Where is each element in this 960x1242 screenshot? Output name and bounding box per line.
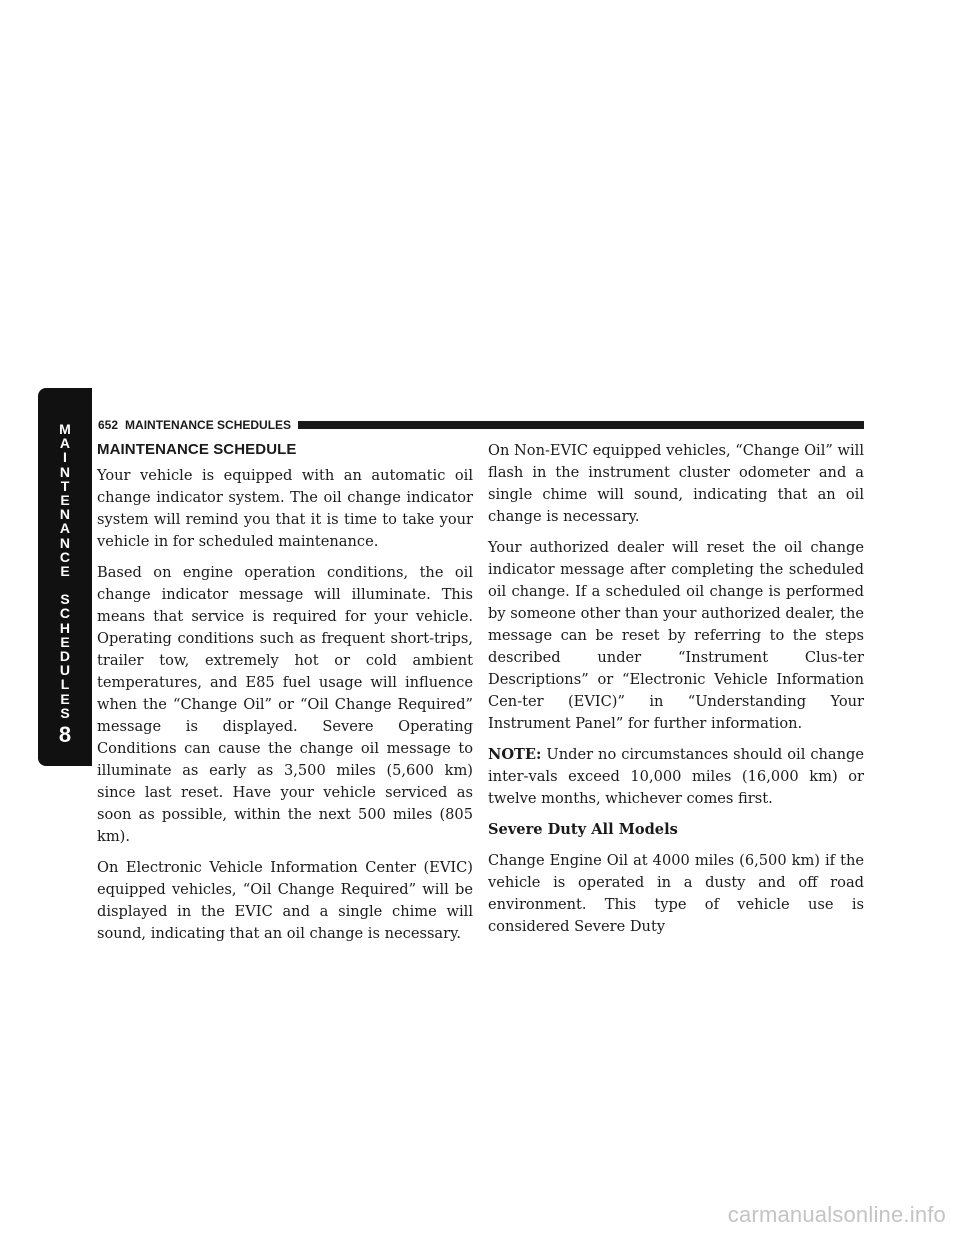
body-paragraph: Your vehicle is equipped with an automatic oil change indicator system. The oil change indicator system will remind you that it is time to take your vehicle in for scheduled maintenance. — [97, 467, 473, 550]
subheading: Severe Duty All Models — [488, 821, 678, 838]
tab-letter: N — [59, 506, 71, 523]
note-label: NOTE: — [488, 746, 542, 763]
tab-letter: M — [59, 421, 71, 437]
tab-letter: E — [60, 633, 70, 650]
tab-letter: U — [59, 662, 71, 679]
chapter-tab-letters — [59, 422, 71, 720]
tab-letter: I — [63, 449, 67, 466]
note-paragraph — [488, 744, 864, 810]
watermark: carmanualsonline.info — [727, 1202, 946, 1227]
tab-letter: H — [59, 619, 71, 636]
body-paragraph: On Electronic Vehicle Information Center (EVIC) equipped vehicles, “Oil Change Required” will be displayed in the EVIC and a single chime will sound, indicating that an oil change is necessary. — [97, 859, 473, 942]
page-number: 652 — [98, 418, 119, 432]
tab-letter: C — [59, 605, 71, 622]
chapter-side-tab — [38, 388, 92, 766]
body-paragraph: Your authorized dealer will reset the oil change indicator message after completing the scheduled oil change. If a scheduled oil change is performed by someone other than your authorized dealer, the message can be reset by referring to the steps described under “Instrument Clus-ter Descriptions” or “Electronic Vehicle Information Cen-ter (EVIC)” in “Understanding Your Instrument Panel” for further information. — [488, 539, 864, 732]
tab-letter: S — [60, 704, 70, 721]
left-column — [97, 440, 473, 954]
tab-letter: C — [59, 548, 71, 565]
body-paragraph: Based on engine operation conditions, the oil change indicator message will illuminate. This means that service is required for your vehicle. Operating conditions such as frequent short-trips, trailer tow, extremely hot or cold ambient temperatures, and E85 fuel usage will influence when the “Change Oil” or “Oil Change Required” message is displayed. Severe Operating Conditions can cause the change oil message to illuminate as early as 3,500 miles (5,600 km) since last reset. Have your vehicle serviced as soon as possible, within the next 500 miles (805 km). — [97, 564, 473, 845]
tab-letter: A — [59, 520, 71, 537]
body-paragraph: On Non-EVIC equipped vehicles, “Change Oil” will flash in the instrument cluster odometer and a single chime will sound, indicating that an oil change is necessary. — [488, 442, 864, 525]
body-paragraph: Change Engine Oil at 4000 miles (6,500 km) if the vehicle is operated in a dusty and off road environment. This type of vehicle use is considered Severe Duty — [488, 852, 864, 935]
tab-letter: T — [60, 477, 70, 494]
tab-letter: E — [60, 492, 70, 509]
note-text: Under no circumstances should oil change inter-vals exceed 10,000 miles (16,000 km) or twelve months, whichever comes first. — [488, 746, 864, 807]
right-column — [488, 440, 864, 947]
tab-letter: D — [59, 648, 71, 665]
section-title: MAINTENANCE SCHEDULES — [125, 418, 292, 432]
section-heading: MAINTENANCE SCHEDULE — [97, 441, 297, 458]
tab-letter: N — [59, 534, 71, 551]
tab-letter: E — [60, 563, 70, 580]
page-header — [98, 418, 864, 432]
tab-letter: S — [60, 591, 70, 608]
tab-letter: E — [60, 690, 70, 707]
tab-letter: A — [59, 435, 71, 452]
header-rule — [298, 421, 864, 429]
tab-letter: N — [59, 463, 71, 480]
chapter-number: 8 — [58, 722, 72, 748]
tab-letter: L — [60, 676, 70, 693]
